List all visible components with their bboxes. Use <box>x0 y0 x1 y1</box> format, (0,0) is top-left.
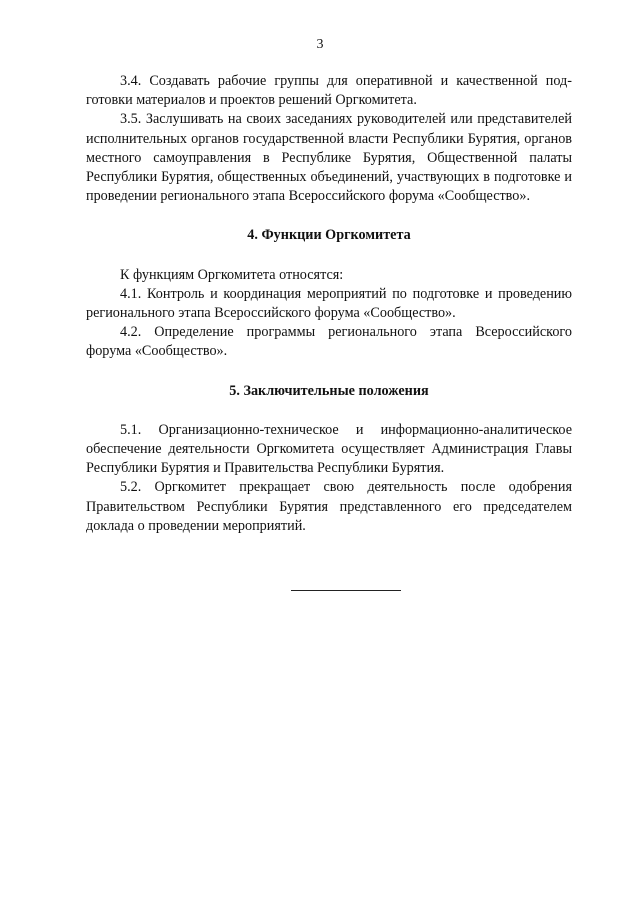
section-4-intro: К функциям Оргкомитета относятся: <box>120 266 344 283</box>
clause-5-2: 5.2. Оргкомитет прекращает свою деятельность после одобрения Правительством Республики Бурятия представленного его председателем доклада о проведении мероприятий. <box>86 479 572 534</box>
document-body <box>86 72 572 536</box>
spacer <box>86 401 572 421</box>
end-of-document-rule <box>291 590 401 591</box>
section-5-heading: 5. Заключительные положения <box>229 382 429 399</box>
clause-3-4: 3.4. Создавать рабочие группы для оперативной и качественной подготовки материалов и проектов решений Оргкомитета. <box>86 73 572 109</box>
clause-5-1: 5.1. Организационно-техническое и информационно-аналитическое обеспечение деятельности Оргкомитета осуществляет Администрация Главы Республики Бурятия и Правительства Республики Бурятия. <box>86 421 572 477</box>
section-4-heading: 4. Функции Оргкомитета <box>247 227 411 244</box>
clause-3-5: 3.5. Заслушивать на своих заседаниях руководителей или представителей исполнительных органов государственной власти Республики Бурятия, органов местного самоуправления в Республике Бурятия, Общественной палаты Республики Бурятия, общественных объединений, участвующих в подготовке и проведении регионального этапа Всероссийского форума «Сообщество». <box>86 111 572 205</box>
clause-4-1: 4.1. Контроль и координация мероприятий по подготовке и проведению регионального этапа Всероссийского форума «Сообщество». <box>86 285 572 322</box>
page-number: 3 <box>316 37 324 52</box>
spacer <box>86 362 572 382</box>
clause-4-2: 4.2. Определение программы регионального этапа Всероссийского форума «Сообщество». <box>86 324 572 360</box>
spacer <box>86 206 572 226</box>
spacer <box>86 246 572 266</box>
